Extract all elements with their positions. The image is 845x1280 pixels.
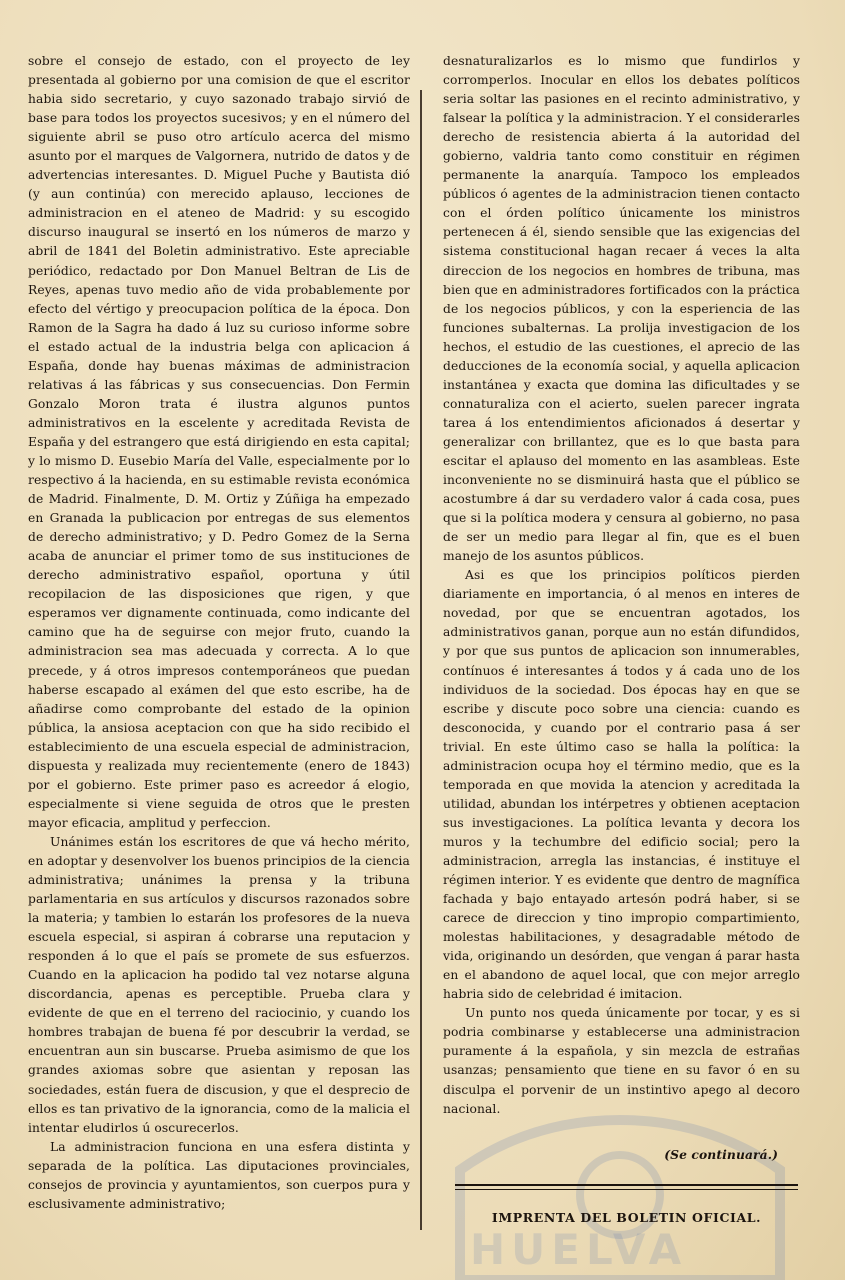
printer-imprint: IMPRENTA DEL BOLETIN OFICIAL.	[491, 1210, 762, 1225]
left-paragraph-3: La administracion funciona en una esfera distinta y separada de la política. Las diputaciones provinciales, consejos de provincia y ayuntamientos, son cuerpos pura y esclusivamente administrativo;	[28, 1139, 410, 1211]
right-paragraph-1: desnaturalizarlos es lo mismo que fundirlos y corromperlos. Inocular en ellos los debates políticos seria soltar las pasiones en el recinto administrativo, y falsear la política y la administracion. Y el considerarles derecho de resistencia abierta á la autoridad del gobierno, valdria tanto como constituir en régimen permanente la anarquía. Tampoco los empleados públicos ó agentes de la administracion tienen contacto con el órden político únicamente los ministros pertenecen á él, siendo sensible que las exigencias del sistema constitucional hagan recaer á veces la alta direccion de los negocios en hombres de tribuna, mas bien que en administradores fortificados con la práctica de los negocios públicos, y con la esperiencia de las funciones subalternas. La prolija investigacion de los hechos, el estudio de las cuestiones, el aprecio de las deducciones de la economía social, y aquella aplicacion instantánea y exacta que domina las dificultades y se connaturaliza con el acierto, suelen parecer ingrata tarea á los entendimientos aficionados á desertar y generalizar con brillantez, que es lo que basta para escitar el aplauso del momento en las asambleas. Este inconveniente no se disminuirá hasta que el público se acostumbre á dar su verdadero valor á cada cosa, pues que si la política modera y censura al gobierno, no pasa de ser un medio para llegar al fin, que es el buen manejo de los asuntos públicos.	[443, 54, 800, 564]
left-paragraph-1: sobre el consejo de estado, con el proyecto de ley presentada al gobierno por una comision de que el escritor habia sido secretario, y cuyo sazonado trabajo sirvió de base para todos los proyectos sucesivos; y en el número del siguiente abril se puso otro artículo acerca del mismo asunto por el marques de Valgornera, nutrido de datos y de advertencias interesantes. D. Miguel Puche y Bautista dió (y aun continúa) con merecido aplauso, lecciones de administracion en el ateneo de Madrid: y su escogido discurso inaugural se insertó en los números de marzo y abril de 1841 del Boletin administrativo. Este apreciable periódico, redactado por Don Manuel Beltran de Lis de Reyes, apenas tuvo medio año de vida probablemente por efecto del vértigo y preocupacion política de la época. Don Ramon de la Sagra ha dado á luz su curioso informe sobre el estado actual de la industria belga con aplicacion á España, donde hay buenas máximas de administracion relativas á las fábricas y sus consecuencias. Don Fermin Gonzalo Moron trata é ilustra algunos puntos administrativos en la escelente y acreditada Revista de España y del estrangero que está dirigiendo en esta capital; y lo mismo D. Eusebio María del Valle, especialmente por lo respectivo á la hacienda, en su estimable revista económica de Madrid. Finalmente, D. M. Ortiz y Zúñiga ha empezado en Granada la publicacion por entregas de sus elementos de derecho administrativo; y D. Pedro Gomez de la Serna acaba de anunciar el primer tomo de sus instituciones de derecho administrativo español, oportuna y útil recopilacion de las disposiciones que rigen, y que esperamos ver dignamente continuada, como indicante del camino que ha de seguirse con mejor fruto, cuando la administracion sea mas adecuada y correcta. A lo que precede, y á otros impresos contemporáneos que puedan haberse escapado al exámen del que esto escribe, ha de añadirse como comprobante del estado de la opinion pública, la ansiosa aceptacion con que ha sido recibido el establecimiento de una escuela especial de administracion, dispuesta y realizada muy recientemente (enero de 1843) por el gobierno. Este primer paso es acreedor á elogio, especialmente si viene seguida de otros que le presten mayor eficacia, amplitud y perfeccion.	[28, 54, 410, 830]
right-paragraph-2: Asi es que los principios políticos pierden diariamente en importancia, ó al menos en interes de novedad, por que se encuentran agotados, los administrativos ganan, porque aun no están difundidos, y por que sus puntos de aplicacion son innumerables, contínuos é interesantes á todos y á cada uno de los individuos de la sociedad. Dos épocas hay en que se escribe y discute poco sobre una ciencia: cuando es desconocida, y cuando por el contrario pasa á ser trivial. En este último caso se halla la política: la administracion ocupa hoy el término medio, que es la temporada en que movida la atencion y acreditada la utilidad, abundan los intérpetres y obtienen aceptacion sus investigaciones. La política levanta y decora los muros y la techumbre del edificio social; pero la administracion, arregla las instancias, é instituye el régimen interior. Y es evidente que dentro de magnífica fachada y bajo entayado artesón podrá haber, si se carece de direccion y tino impropio compartimiento, molestas habilitaciones, y desagradable método de vida, originando un desórden, que vengan á parar hasta en el abandono de aquel local, que con mejor arreglo habria sido de celebridad é imitacion.	[443, 568, 800, 1002]
right-paragraph-3: Un punto nos queda únicamente por tocar, y es si podria combinarse y establecerse una administracion puramente á la española, y sin mezcla de estrañas usanzas; pensamiento que tiene en su favor ó en su disculpa el porvenir de un instintivo apego al decoro nacional.	[443, 1006, 800, 1116]
right-column	[443, 52, 800, 1164]
continuation-note: (Se continuará.)	[664, 1146, 778, 1162]
footer-rule-thick	[455, 1184, 798, 1186]
footer-rule-thin	[455, 1189, 798, 1190]
left-column	[28, 52, 410, 1214]
watermark-stamp-text: HUELVA	[470, 1225, 688, 1274]
column-divider	[420, 90, 422, 1230]
left-paragraph-2: Unánimes están los escritores de que vá hecho mérito, en adoptar y desenvolver los buenos principios de la ciencia administrativa; unánimes la prensa y la tribuna parlamentaria en sus artículos y discursos razonados sobre la materia; y tambien lo estarán los profesores de la nueva escuela especial, si aspiran á cobrarse una reputacion y responden á lo que el país se promete de sus esfuerzos. Cuando en la aplicacion ha podido tal vez notarse alguna discordancia, apenas es perceptible. Prueba clara y evidente de que en el terreno del raciocinio, y cuando los hombres trabajan de buena fé por descubrir la verdad, se encuentran aun sin buscarse. Prueba asimismo de que los grandes axiomas sobre que asientan y reposan las sociedades, están fuera de discusion, y que el desprecio de ellos es tan privativo de la ignorancia, como de la malicia el intentar eludirlos ú oscurecerlos.	[28, 834, 410, 1135]
